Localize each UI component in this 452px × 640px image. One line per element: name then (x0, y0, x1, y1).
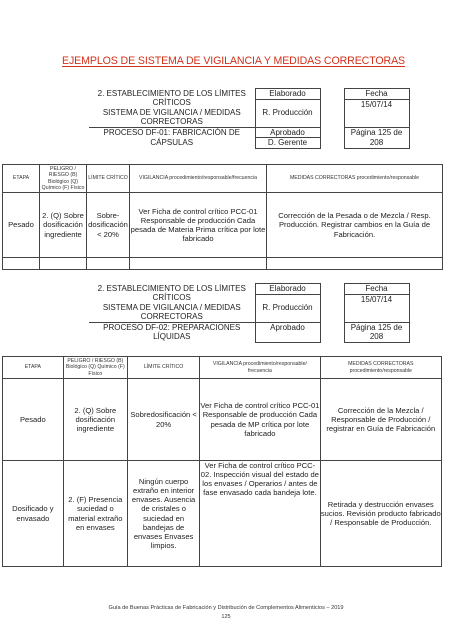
process-name (89, 127, 255, 148)
aprobado-value: D. Gerente (255, 138, 320, 149)
col-etapa: ETAPA (3, 165, 40, 193)
spacer (320, 138, 344, 149)
cell-peligro: 2. (F) Presencia suciedad o material extraño en envases (63, 461, 127, 567)
table-row-empty (3, 258, 443, 270)
table-row (3, 193, 443, 258)
header-line: SISTEMA DE VIGILANCIA / MEDIDAS (102, 107, 241, 117)
hazard-table-2 (2, 356, 442, 567)
empty-cell (3, 258, 40, 270)
cell-vigilancia: Ver Ficha de control crítico PCC-01 Responsable de producción Cada pesada de MP crítica por lote fabricado (200, 379, 320, 461)
header-section-title (89, 284, 255, 323)
col-medidas: MEDIDAS CORRECTORAS procedimiento/responsable (267, 165, 443, 193)
cell-medidas: Corrección de la Pesada o de Mezcla / Resp. Producción. Registrar cambios en la Guía de Fabricación. (267, 193, 443, 258)
col-etapa: ETAPA (3, 357, 64, 379)
cell-limite: Sobredosificación < 20% (127, 379, 199, 461)
cell-vigilancia: Ver Ficha de control crítico PCC-02. Inspección visual del estado de los envases / Operarios / antes de fase envasado cada bandeja lote. (200, 461, 320, 567)
table-row (3, 379, 442, 461)
page-title: EJEMPLOS DE SISTEMA DE VIGILANCIA Y MEDIDAS CORRECTORAS (62, 55, 406, 67)
page-ref: Página 125 de 208 (344, 322, 409, 342)
spacer (320, 322, 344, 342)
empty-cell (130, 258, 267, 270)
process-name (89, 322, 255, 342)
header-section-title (89, 89, 255, 128)
page-number: 125 (221, 614, 231, 620)
fecha-value: 15/07/14 (344, 99, 409, 127)
spacer (320, 99, 344, 127)
page-ref: Página 125 de 208 (344, 127, 409, 148)
spacer (320, 89, 344, 100)
col-medidas: MEDIDAS CORRECTORAS procedimiento/responsable (320, 357, 441, 379)
cell-peligro: 2. (Q) Sobre dosificación ingrediente (40, 193, 87, 258)
cell-medidas: Corrección de la Mezcla / Responsable de Producción / registrar en Guía de Fabricación (320, 379, 441, 461)
spacer (320, 284, 344, 295)
cell-etapa: Dosificado y envasado (3, 461, 64, 567)
cell-limite: Ningún cuerpo extraño en interior envases. Ausencia de cristales o suciedad en bandejas de envases Envases limpios. (127, 461, 199, 567)
process-line: PROCESO DF-01: FABRICACIÓN DE (103, 128, 240, 138)
empty-cell (87, 258, 130, 270)
col-limite: LÍMITE CRÍTICO (87, 165, 130, 193)
process-line: CÁPSULAS (150, 137, 194, 147)
col-peligro: PELIGRO / RIESGO (B) Biológico (Q) Químico (F) Físico (40, 165, 87, 193)
elaborado-value: R. Producción (255, 294, 320, 322)
process-line: PROCESO DF-02: PREPARACIONES (103, 322, 241, 332)
spacer (320, 127, 344, 138)
spacer (320, 294, 344, 322)
header-line: CRÍTICOS (152, 98, 191, 107)
elaborado-label: Elaborado (255, 284, 320, 295)
fecha-label: Fecha (344, 284, 409, 295)
header-line: CORRECTORAS (140, 117, 203, 126)
elaborado-label: Elaborado (255, 89, 320, 100)
hazard-table-1 (2, 164, 443, 270)
col-vigilancia: VIGILANCIA procedimiento/responsable/ frecuencia (200, 357, 320, 379)
col-vigilancia: VIGILANCIA procedimiento/responsable/frecuencia (130, 165, 267, 193)
empty-cell (267, 258, 443, 270)
cell-peligro: 2. (Q) Sobre dosificación ingrediente (63, 379, 127, 461)
header-line: 2. ESTABLECIMIENTO DE LOS LÍMITES (97, 283, 246, 293)
header-line: CORRECTORAS (140, 312, 203, 321)
empty-cell (40, 258, 87, 270)
col-peligro: PELIGRO / RIESGO (B) Biológico (Q) Químico (F) Físico (63, 357, 127, 379)
col-limite: LÍMITE CRÍTICO (127, 357, 199, 379)
elaborado-value: R. Producción (255, 99, 320, 127)
fecha-label: Fecha (344, 89, 409, 100)
footer-text: Guía de Buenas Prácticas de Fabricación y Distribución de Complementos Alimenticios – 2019 (108, 605, 344, 611)
header-table-2 (89, 283, 410, 343)
process-line: LÍQUIDAS (153, 332, 191, 342)
cell-limite: Sobre-dosificación < 20% (87, 193, 130, 258)
header-line: CRÍTICOS (152, 293, 191, 302)
cell-etapa: Pesado (3, 379, 64, 461)
aprobado-label: Aprobado (255, 127, 320, 138)
header-table-1 (89, 88, 410, 149)
cell-medidas: Retirada y destrucción envases sucios. Revisión producto fabricado / Responsable de Producción. (320, 461, 441, 567)
cell-etapa: Pesado (3, 193, 40, 258)
cell-vigilancia: Ver Ficha de control crítico PCC-01 Responsable de producción Cada pesada de Materia Prima crítica por lote fabricado (130, 193, 267, 258)
aprobado-label: Aprobado (255, 322, 320, 342)
header-line: 2. ESTABLECIMIENTO DE LOS LÍMITES (97, 88, 246, 98)
fecha-value: 15/07/14 (344, 294, 409, 322)
table-row (3, 461, 442, 567)
header-line: SISTEMA DE VIGILANCIA / MEDIDAS (102, 302, 241, 312)
